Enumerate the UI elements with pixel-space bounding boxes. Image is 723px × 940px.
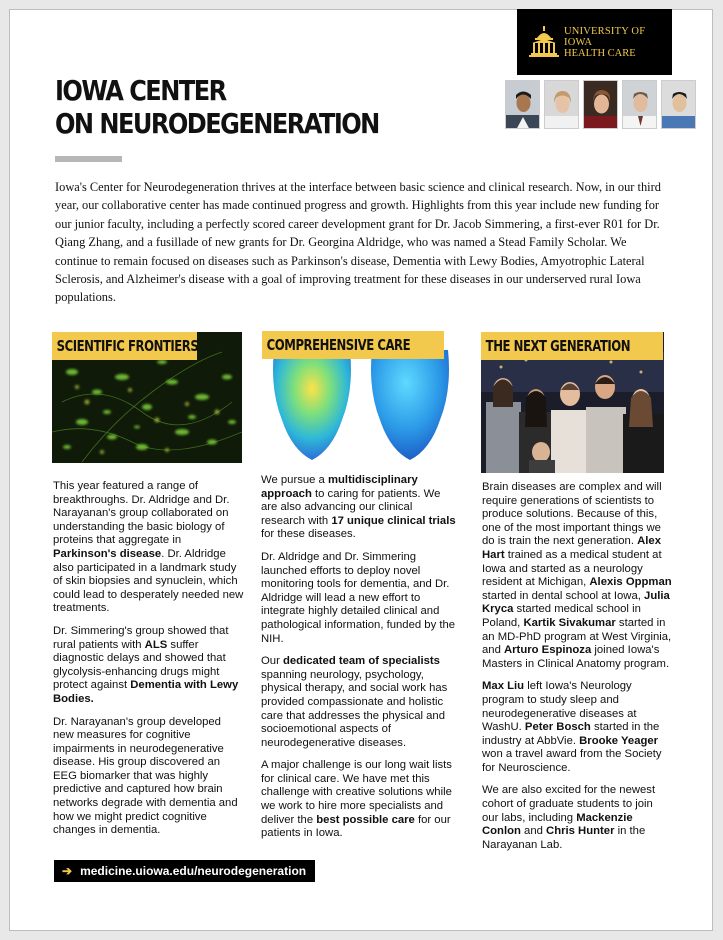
heading-text: THE NEXT GENERATION [485, 337, 631, 355]
page-title [55, 74, 379, 140]
brain-scan-image [262, 350, 454, 462]
paragraph: We are also excited for the newest cohort of graduate students to join our labs, including Mackenzie Conlon and Chris Hunter in the Narayanan Lab. [482, 784, 656, 851]
website-url: medicine.uiowa.edu/neurodegeneration [80, 864, 307, 878]
faculty-photo [661, 80, 696, 129]
heading-text: SCIENTIFIC FRONTIERS [56, 337, 199, 355]
paragraph: This year featured a range of breakthroughs. Dr. Aldridge and Dr. Narayanan's group collaborated on understanding the basic biology of proteins that aggregate in Parkinson's disease. Dr. Aldridge also participated in a landmark study of skin biopsies and synuclein, which could lead to desperately needed new treatments. [53, 480, 244, 615]
section-heading-care [262, 331, 444, 359]
paragraph: We pursue a multidisciplinary approach to caring for patients. We are also advancing our clinical research with 17 unique clinical trials for these diseases. [261, 474, 456, 541]
section-heading-next-generation [481, 332, 663, 360]
title-divider [55, 156, 122, 162]
paragraph: Max Liu left Iowa's Neurology program to study sleep and neurodegenerative diseases at WashU. Peter Bosch started in the industry at AbbVie. Brooke Yeager won a travel award from the Society for Neuroscience. [482, 680, 662, 774]
arrow-right-icon: ➔ [62, 864, 73, 878]
faculty-photo [583, 80, 618, 129]
faculty-photo [622, 80, 657, 129]
column-care [261, 474, 457, 850]
paragraph: A major challenge is our long wait lists for clinical care. We have met this challenge with creative solutions while we work to hire more specialists and deliver the best possible care for our patients in Iowa. [261, 759, 452, 840]
title-line-1: IOWA CENTER [55, 74, 226, 107]
section-heading-scientific [52, 332, 197, 360]
intro-paragraph: Iowa's Center for Neurodegeneration thrives at the interface between basic science and clinical research. Now, in our third year, our collaborative center has made continued progress and growth. Highlights from this year include new funding for our junior faculty, including a perfectly scored career development grant for Dr. Jacob Simmering, a first-ever R01 for Dr. Qiang Zhang, and a fusillade of new grants for Dr. Georgina Aldridge, who was named a Stead Family Scholar. We continue to remain focused on diseases such as Parkinson's disease, Dementia with Lewy Bodies, Amyotrophic Lateral Sclerosis, and Alzheimer's disease with a goal of improving treatment for these diseases in our underserved rural Iowa populations. [55, 180, 661, 305]
paragraph: Brain diseases are complex and will require generations of scientists to produce solutions. Because of this, one of the most important things we do is train the next generation. Alex Hart trained as a medical student at Iowa and started as a neurology resident at Michigan, Alexis Oppman started in dental school at Iowa, Julia Kryca started medical school in Poland, Kartik Sivakumar started in an MD-PhD program at West Virginia, and Arturo Espinoza joined Iowa's Masters in Clinical Anatomy program. [482, 481, 672, 670]
faculty-photo [505, 80, 540, 129]
faculty-photos [505, 80, 696, 129]
heading-text: COMPREHENSIVE CARE [266, 336, 411, 354]
paragraph: Our dedicated team of specialists spanning neurology, psychology, physical therapy, and social work has provided compassionate and holistic care that addresses the physical and socioemotional aspects of neurodegenerative diseases. [261, 655, 448, 749]
logo-line-1: UNIVERSITY OF IOWA [564, 25, 646, 48]
capitol-icon [529, 26, 559, 58]
paragraph: Dr. Narayanan's group developed new measures for cognitive impairments in neurodegenerative disease. His group discovered an EEG biomarker that was highly predictive and captured how brain networks degrade with dementia and how we might predict cognitive changes in dementia. [53, 715, 238, 837]
university-logo [517, 9, 672, 75]
title-line-2: ON NEURODEGENERATION [55, 107, 379, 140]
column-scientific [53, 480, 244, 847]
website-link[interactable] [54, 860, 315, 882]
column-next-generation [482, 481, 672, 861]
paragraph: Dr. Aldridge and Dr. Simmering launched efforts to deploy novel monitoring tools for dementia, and Dr. Aldridge will lead a new effort to integrate highly detailed clinical and pathological information, funded by the NIH. [261, 550, 456, 645]
faculty-photo [544, 80, 579, 129]
paragraph: Dr. Simmering's group showed that rural patients with ALS suffer diagnostic delays and showed that glycolysis-enhancing drugs might protect against Dementia with Lewy Bodies. [53, 624, 239, 705]
logo-line-2: HEALTH CARE [564, 47, 636, 59]
